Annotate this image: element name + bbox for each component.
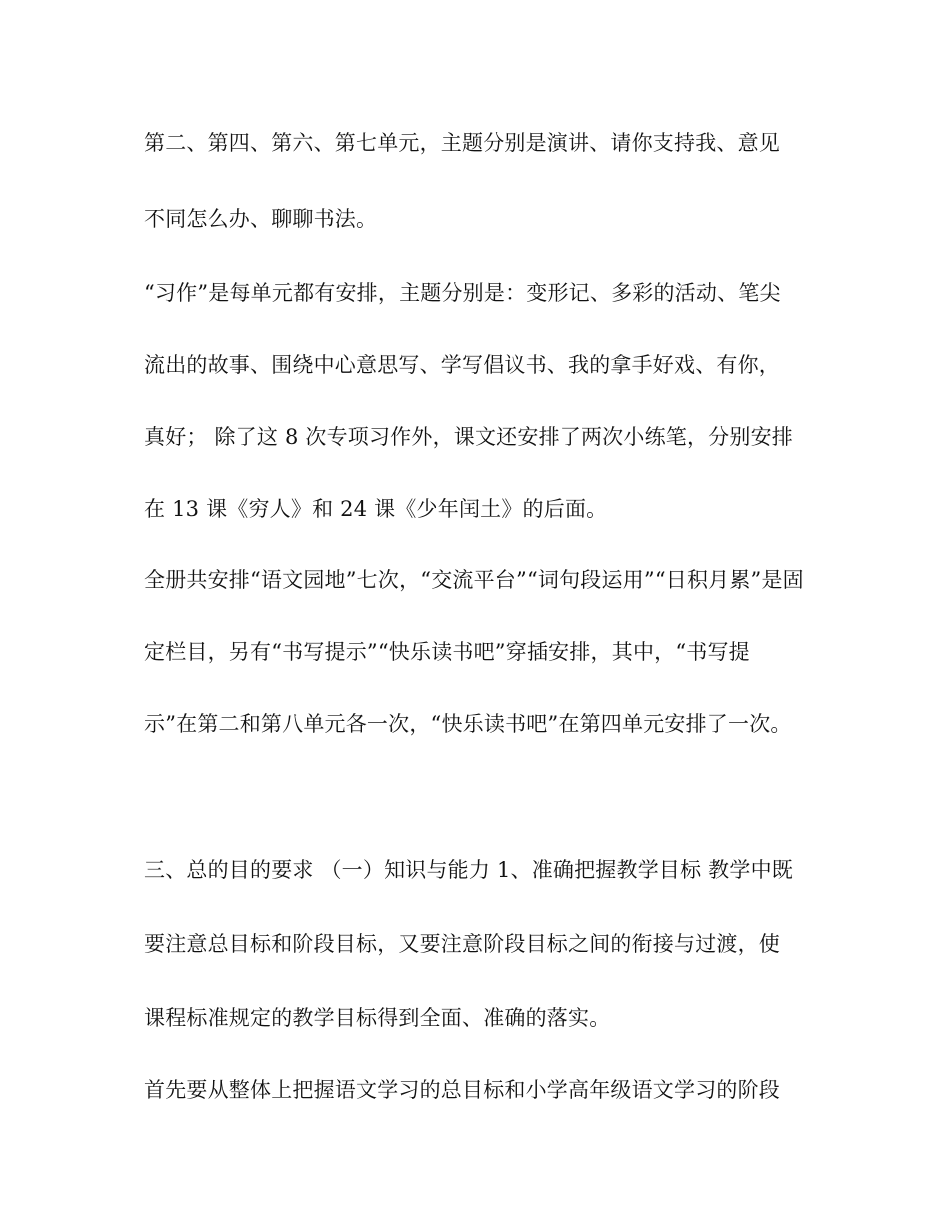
text-line: 课程标准规定的教学目标得到全面、准确的落实。 [144, 1006, 611, 1030]
text-line: 第二、第四、第六、第七单元，主题分别是演讲、请你支持我、意见 [144, 131, 780, 155]
text-line: 不同怎么办、聊聊书法。 [144, 207, 378, 231]
text-line: 定栏目，另有“书写提示”“快乐读书吧”穿插安排，其中，“书写提 [144, 640, 750, 664]
text-line: 全册共安排“语文园地”七次，“交流平台”“词句段运用”“日积月累”是固 [144, 568, 804, 592]
text-line: “习作”是每单元都有安排，主题分别是：变形记、多彩的活动、笔尖 [144, 281, 781, 305]
text-line: 真好； 除了这 8 次专项习作外，课文还安排了两次小练笔，分别安排 [144, 425, 793, 449]
text-line: 要注意总目标和阶段目标，又要注意阶段目标之间的衔接与过渡，使 [144, 932, 780, 956]
text-line: 流出的故事、围绕中心意思写、学写倡议书、我的拿手好戏、有你， [144, 353, 780, 377]
text-line: 首先要从整体上把握语文学习的总目标和小学高年级语文学习的阶段 [144, 1078, 780, 1102]
text-line: 在 13 课《穷人》和 24 课《少年闰土》的后面。 [144, 497, 608, 521]
text-line: 示”在第二和第八单元各一次，“快乐读书吧”在第四单元安排了一次。 [144, 712, 792, 736]
section-heading-line: 三、总的目的要求 （一）知识与能力 1、准确把握教学目标 教学中既 [144, 858, 793, 882]
